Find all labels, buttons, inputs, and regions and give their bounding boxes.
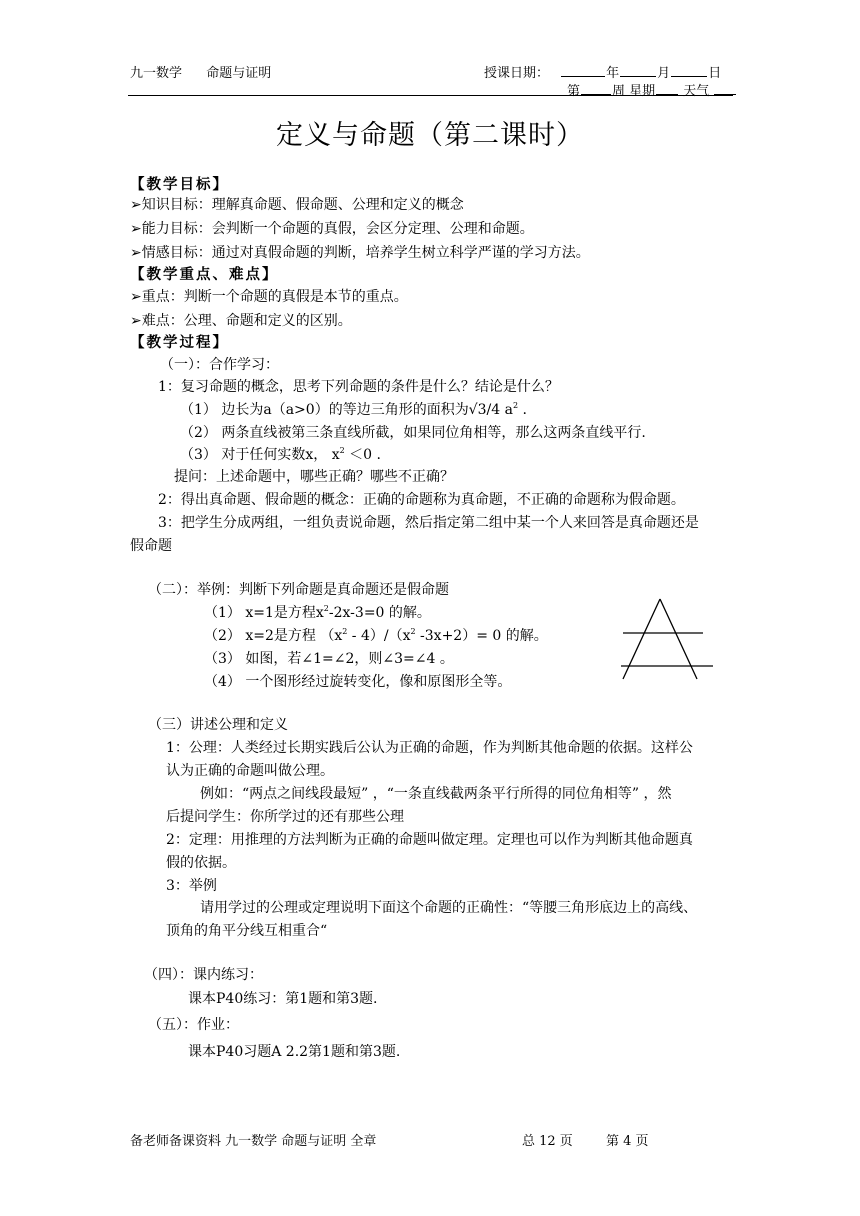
day-char: 日 — [708, 66, 722, 81]
part2-example4: （4） 一个图形经过旋转变化，像和原图形全等。 — [204, 674, 512, 690]
part5-text: 课本P40习题A 2.2第1题和第3题. — [188, 1044, 401, 1060]
header-rule — [128, 95, 733, 96]
week-blank[interactable] — [581, 83, 611, 95]
part5-title: （五）：作业： — [148, 1017, 239, 1033]
footer-page-number: 第 4 页 — [606, 1134, 649, 1149]
goal-item: ➢能力目标：会判断一个命题的真假，会区分定理、公理和命题。 — [130, 221, 534, 237]
day-blank[interactable] — [671, 65, 707, 77]
goal-item: ➢情感目标：通过对真假命题的判断，培养学生树立科学严谨的学习方法。 — [130, 245, 590, 261]
month-blank[interactable] — [620, 65, 656, 77]
part3-example-line2: 顶角的角平分线互相重合“ — [166, 923, 328, 939]
footer-total-pages: 总 12 页 — [522, 1134, 573, 1149]
part2-title: （二）：举例：判断下列命题是真命题还是假命题 — [148, 582, 449, 598]
part4-title: （四）：课内练习： — [144, 967, 263, 983]
part1-item1: （1） 边长为a（a>0）的等边三角形的面积为√3/4 $a^2$ . — [180, 401, 527, 418]
chapter: 命题与证明 — [206, 66, 272, 81]
week-suffix: 周 星期 — [612, 84, 656, 99]
month-char: 月 — [657, 66, 671, 81]
part1-p3b: 假命题 — [130, 538, 172, 554]
goals-heading: 【教学目标】 — [130, 176, 229, 193]
weather-label: 天气 — [683, 84, 710, 99]
part2-example1: （1） x=1是方程$x^2-2x-3=0$ 的解。 — [204, 604, 431, 621]
part3-axiom-line1: 1：公理：人类经过长期实践后公认为正确的命题，作为判断其他命题的依据。这样公 — [166, 740, 693, 756]
header-week — [567, 80, 737, 99]
triangle-left-side — [623, 599, 660, 679]
part4-text: 课本P40练习：第1题和第3题. — [188, 991, 378, 1007]
part3-axiom-question: 后提问学生：你所学过的还有那些公理 — [166, 809, 404, 825]
part3-theorem-line2: 假的依据。 — [166, 855, 236, 871]
part3-axiom-example: 例如：“两点之间线段最短” ，“一条直线截两条平行所得的同位角相等” ，然 — [200, 786, 672, 802]
part1-question: 提问：上述命题中，哪些正确？哪些不正确？ — [174, 469, 454, 485]
triangle-right-side — [660, 599, 697, 679]
process-heading: 【教学过程】 — [130, 334, 229, 351]
focus-item: ➢难点：公理、命题和定义的区别。 — [130, 313, 352, 329]
header-subject — [130, 62, 271, 81]
weather-blank[interactable] — [714, 83, 736, 95]
year-blank[interactable] — [561, 65, 605, 77]
footer-source: 备老师备课资料 九一数学 命题与证明 全章 — [130, 1134, 377, 1149]
triangle-parallel-lines-figure — [618, 596, 718, 682]
part2-example3: （3） 如图，若∠1=∠2，则∠3=∠4 。 — [204, 651, 454, 667]
year-char: 年 — [606, 66, 620, 81]
part1-p1: 1：复习命题的概念，思考下列命题的条件是什么？结论是什么？ — [158, 379, 559, 395]
header-date — [484, 62, 721, 81]
week-prefix: 第 — [567, 84, 581, 99]
weekday-blank[interactable] — [656, 83, 678, 95]
part1-p2: 2：得出真命题、假命题的概念：正确的命题称为真命题，不正确的命题称为假命题。 — [158, 492, 685, 508]
part3-axiom-line2: 认为正确的命题叫做公理。 — [166, 763, 334, 779]
part3-title: （三）讲述公理和定义 — [148, 717, 288, 733]
part1-item2: （2） 两条直线被第三条直线所截，如果同位角相等，那么这两条直线平行. — [180, 425, 646, 441]
part3-example-label: 3：举例 — [166, 878, 217, 894]
page-title: 定义与命题（第二课时） — [276, 120, 584, 151]
focus-item: ➢重点：判断一个命题的真假是本节的重点。 — [130, 289, 408, 305]
goal-item: ➢知识目标：理解真命题、假命题、公理和定义的概念 — [130, 197, 464, 213]
focus-heading: 【教学重点、难点】 — [130, 266, 279, 283]
part1-item3: （3） 对于任何实数x， $x^2 <0$ . — [180, 446, 381, 463]
part1-title: （一）：合作学习： — [160, 357, 279, 373]
part3-theorem-line1: 2：定理：用推理的方法判断为正确的命题叫做定理。定理也可以作为判断其他命题真 — [166, 832, 693, 848]
date-label: 授课日期： — [484, 66, 550, 81]
part2-example2: （2） x=2是方程 $(x^2 - 4)/(x^2$ -3x+2）= 0 的解。 — [204, 627, 548, 644]
part3-example-line1: 请用学过的公理或定理说明下面这个命题的正确性：“等腰三角形底边上的高线、 — [200, 900, 698, 916]
part1-p3a: 3：把学生分成两组，一组负责说命题，然后指定第二组中某一个人来回答是真命题还是 — [158, 515, 699, 531]
subject: 九一数学 — [130, 66, 183, 81]
